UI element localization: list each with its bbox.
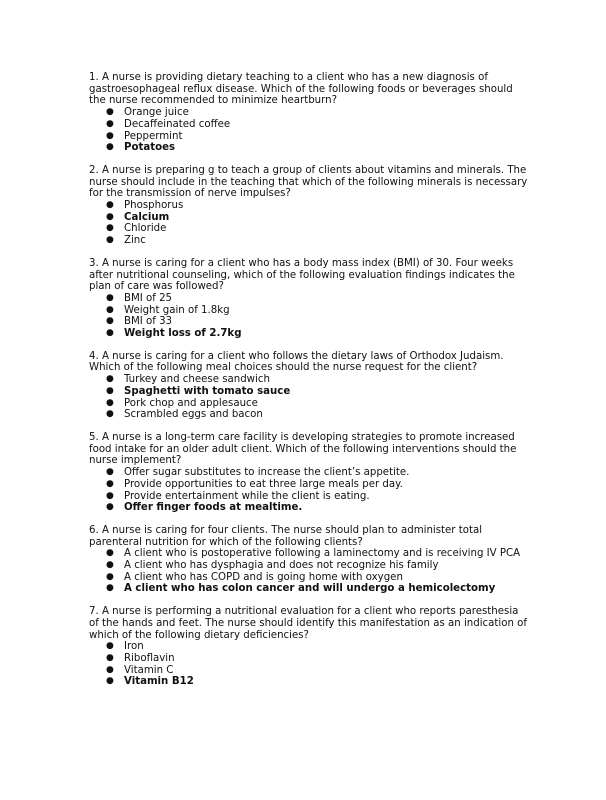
answer-option — [89, 491, 529, 503]
question-text: 3. A nurse is caring for a client who has a body mass index (BMI) of 30. Four weeks after nutritional counseling, which of the following evaluation findings indicates the plan of care was followed? — [89, 257, 515, 293]
bullet-icon: ● — [106, 641, 114, 652]
answer-option — [89, 479, 529, 491]
bullet-icon: ● — [106, 328, 114, 339]
answer-options — [89, 107, 529, 154]
bullet-icon: ● — [106, 502, 114, 513]
answer-option — [89, 398, 529, 410]
question-text: 2. A nurse is preparing g to teach a group of clients about vitamins and minerals. The nurse should include in the teaching that which of the following minerals is necessary for the transmission of nerve impulses? — [89, 164, 528, 200]
answer-option-label: Zinc — [124, 235, 146, 247]
answer-option-label: Weight loss of 2.7kg — [124, 328, 242, 340]
answer-option-label: Decaffeinated coffee — [124, 118, 231, 130]
answer-option-label: Spaghetti with tomato sauce — [124, 385, 291, 397]
bullet-icon: ● — [106, 374, 114, 385]
answer-option — [89, 665, 529, 677]
correct-answer-option — [89, 142, 529, 154]
question-text: 5. A nurse is a long-term care facility is developing strategies to promote increased food intake for an older adult client. Which of the following interventions should the nurse implement? — [89, 431, 517, 467]
answer-option — [89, 374, 529, 386]
answer-option-label: Offer finger foods at mealtime. — [124, 502, 303, 514]
bullet-icon: ● — [106, 292, 114, 303]
correct-answer-option — [89, 502, 529, 514]
answer-option-label: Provide opportunities to eat three large meals per day. — [124, 478, 403, 490]
answer-option-label: A client who has colon cancer and will undergo a hemicolectomy — [124, 583, 496, 595]
answer-option — [89, 200, 529, 212]
answer-option-label: Riboflavin — [124, 652, 175, 664]
bullet-icon: ● — [106, 560, 114, 571]
bullet-icon: ● — [106, 397, 114, 408]
correct-answer-option — [89, 583, 529, 595]
answer-option-label: Calcium — [124, 211, 170, 223]
answer-option-label: Chloride — [124, 223, 167, 235]
answer-options — [89, 548, 529, 595]
question-text: 6. A nurse is caring for four clients. The nurse should plan to administer total parenteral nutrition for which of the following clients? — [89, 524, 483, 548]
bullet-icon: ● — [106, 316, 114, 327]
answer-option-label: A client who is postoperative following a laminectomy and is receiving IV PCA — [124, 548, 521, 560]
bullet-icon: ● — [106, 490, 114, 501]
answer-option-label: Vitamin C — [124, 664, 174, 676]
answer-option-label: Scrambled eggs and bacon — [124, 409, 263, 421]
answer-option-label: A client who has COPD and is going home with oxygen — [124, 571, 403, 583]
bullet-icon: ● — [106, 571, 114, 582]
answer-option-label: Iron — [124, 641, 144, 653]
bullet-icon: ● — [106, 409, 114, 420]
answer-option-label: Turkey and cheese sandwich — [124, 374, 270, 386]
bullet-icon: ● — [106, 652, 114, 663]
answer-options — [89, 374, 529, 421]
answer-options — [89, 293, 529, 340]
answer-option — [89, 131, 529, 143]
answer-option — [89, 560, 529, 572]
answer-option — [89, 548, 529, 560]
correct-answer-option — [89, 386, 529, 398]
document-page — [89, 72, 529, 699]
bullet-icon: ● — [106, 211, 114, 222]
correct-answer-option — [89, 328, 529, 340]
bullet-icon: ● — [106, 118, 114, 129]
bullet-icon: ● — [106, 467, 114, 478]
answer-option — [89, 223, 529, 235]
answer-option — [89, 641, 529, 653]
bullet-icon: ● — [106, 142, 114, 153]
answer-option — [89, 409, 529, 421]
question-text: 1. A nurse is providing dietary teaching to a client who has a new diagnosis of gastroesophageal reflux disease. Which of the following foods or beverages should the nurse recommended to minimize heartburn? — [89, 72, 513, 107]
answer-option-label: Phosphorus — [124, 200, 184, 212]
answer-options — [89, 467, 529, 514]
bullet-icon: ● — [106, 548, 114, 559]
bullet-icon: ● — [106, 385, 114, 396]
bullet-icon: ● — [106, 223, 114, 234]
answer-option-label: Orange juice — [124, 107, 189, 119]
answer-option — [89, 119, 529, 131]
answer-option-label: Weight gain of 1.8kg — [124, 304, 230, 316]
bullet-icon: ● — [106, 583, 114, 594]
answer-option — [89, 316, 529, 328]
answer-option-label: Vitamin B12 — [124, 676, 194, 688]
bullet-icon: ● — [106, 676, 114, 687]
answer-option — [89, 293, 529, 305]
answer-option-label: Potatoes — [124, 142, 176, 154]
question-text: 4. A nurse is caring for a client who follows the dietary laws of Orthodox Judaism. Which of the following meal choices should the nurse request for the client? — [89, 350, 504, 374]
question-3 — [89, 258, 529, 340]
question-4 — [89, 351, 529, 421]
question-2 — [89, 165, 529, 247]
bullet-icon: ● — [106, 107, 114, 118]
answer-option-label: Provide entertainment while the client is eating. — [124, 490, 370, 502]
question-text: 7. A nurse is performing a nutritional evaluation for a client who reports paresthesia of the hands and feet. The nurse should identify this manifestation as an indication of which of the following dietary deficiencies? — [89, 606, 527, 641]
answer-option-label: Peppermint — [124, 130, 183, 142]
bullet-icon: ● — [106, 235, 114, 246]
question-7 — [89, 606, 529, 688]
answer-option-label: A client who has dysphagia and does not recognize his family — [124, 560, 439, 572]
answer-option-label: Offer sugar substitutes to increase the client’s appetite. — [124, 467, 410, 479]
question-1 — [89, 72, 529, 154]
answer-option-label: BMI of 33 — [124, 316, 173, 328]
question-6 — [89, 525, 529, 595]
answer-options — [89, 641, 529, 688]
bullet-icon: ● — [106, 478, 114, 489]
answer-option — [89, 467, 529, 479]
correct-answer-option — [89, 676, 529, 688]
question-5 — [89, 432, 529, 514]
answer-option — [89, 107, 529, 119]
answer-option-label: BMI of 25 — [124, 292, 173, 304]
answer-option-label: Pork chop and applesauce — [124, 397, 258, 409]
answer-options — [89, 200, 529, 247]
answer-option — [89, 235, 529, 247]
bullet-icon: ● — [106, 304, 114, 315]
correct-answer-option — [89, 212, 529, 224]
bullet-icon: ● — [106, 130, 114, 141]
bullet-icon: ● — [106, 664, 114, 675]
answer-option — [89, 305, 529, 317]
bullet-icon: ● — [106, 200, 114, 211]
answer-option — [89, 653, 529, 665]
answer-option — [89, 572, 529, 584]
